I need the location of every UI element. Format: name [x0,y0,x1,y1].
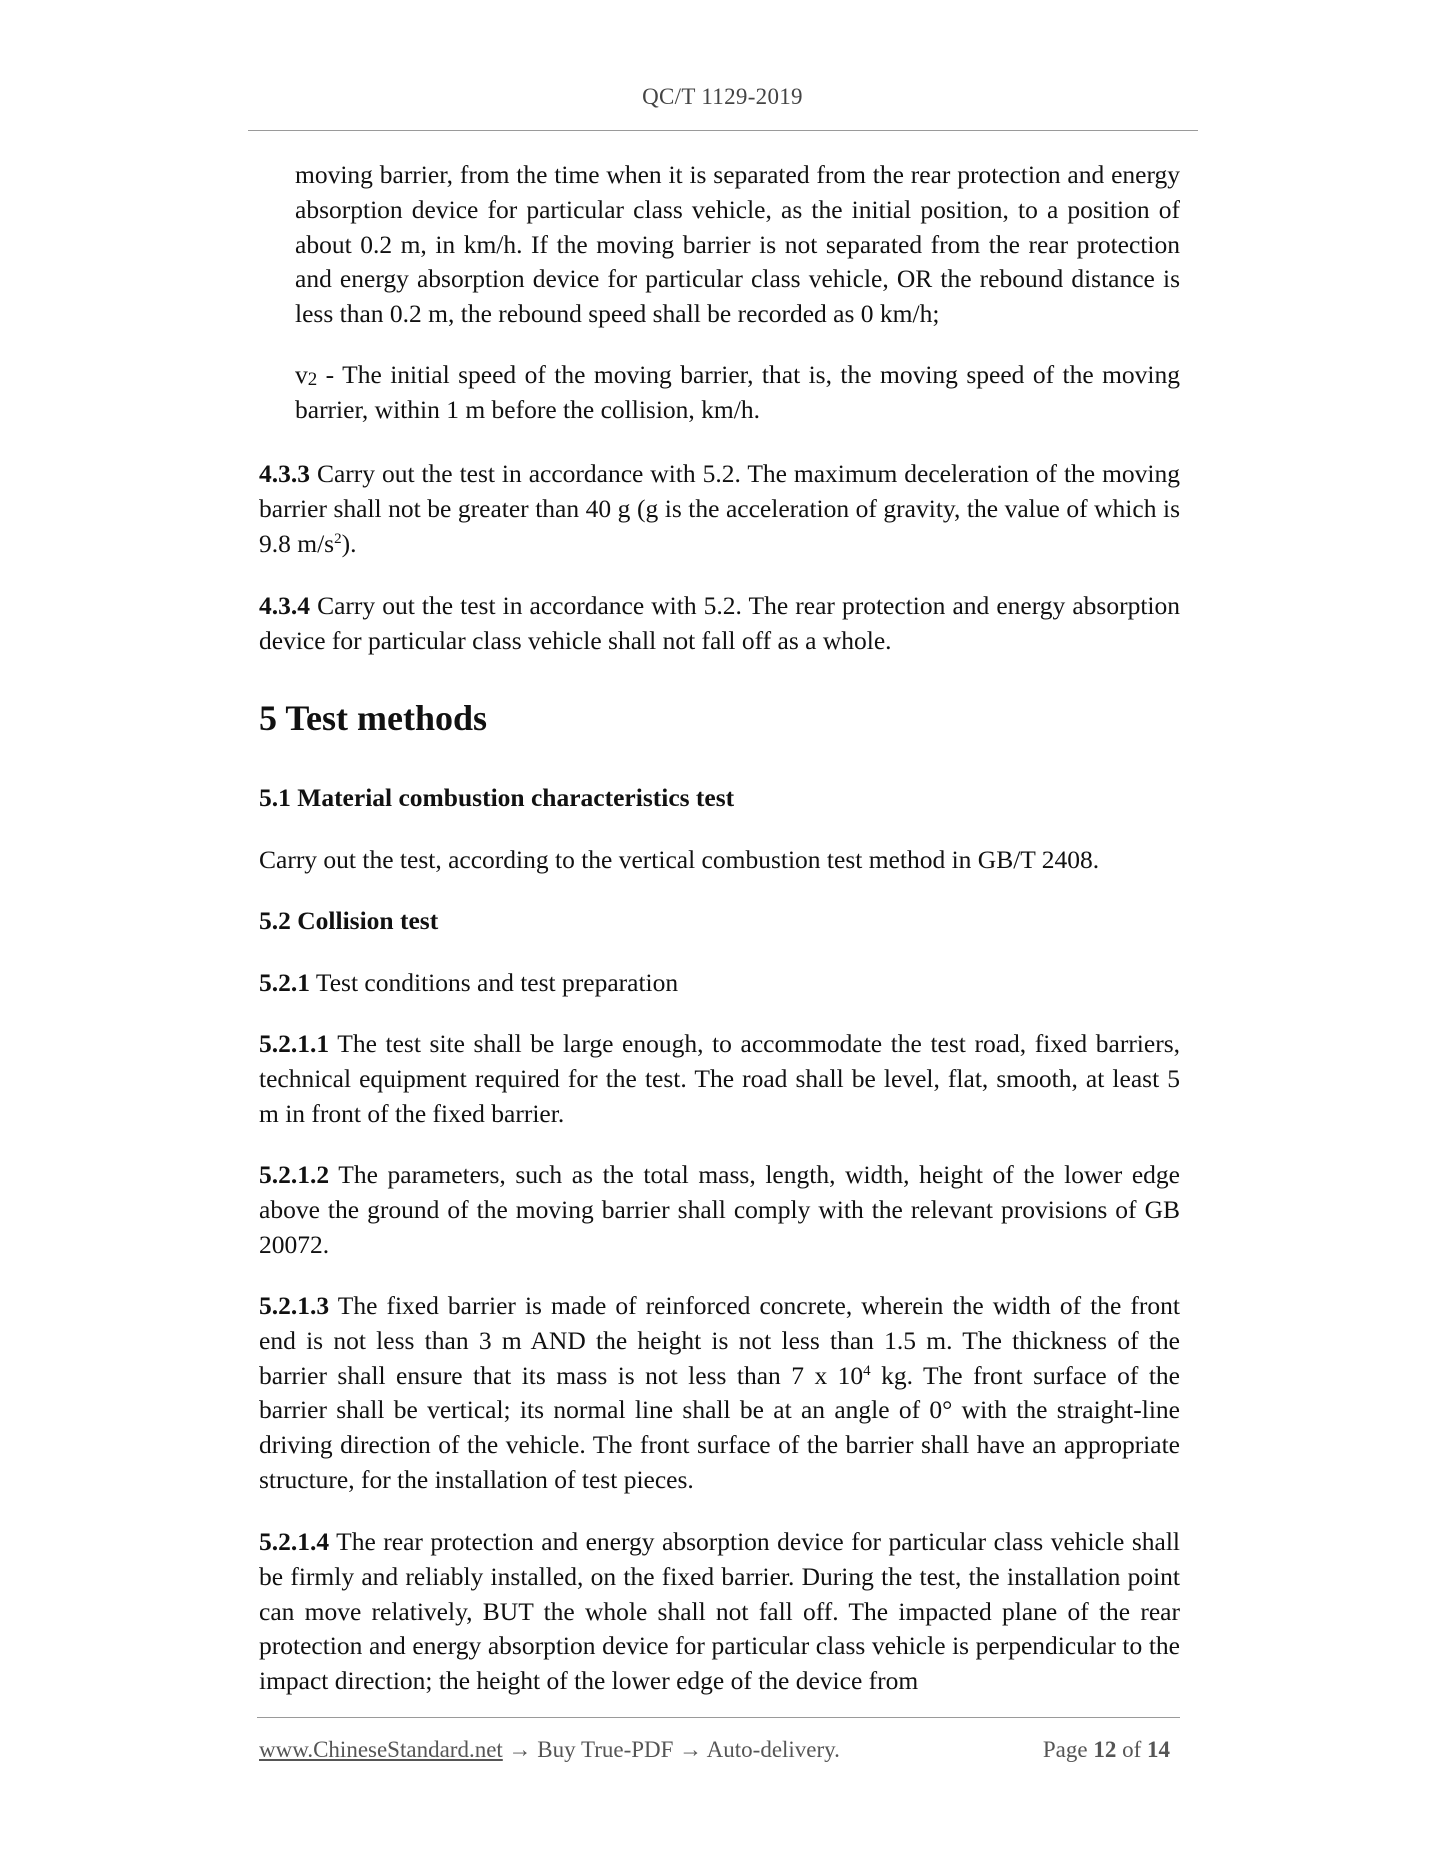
subsection-heading-5-1: 5.1 Material combustion characteristics test [259,783,735,812]
variable-definition-text: - The initial speed of the moving barrier, that is, the moving speed of the moving barrier, within 1 m before the collision, km/h. [295,360,1180,424]
clause-5-2-1-2 [259,1158,1180,1262]
clause-text: The fixed barrier is made of reinforced concrete, wherein the width of the front end is not less than 3 m AND the height is not less than 1.5 m. The thickness of the barrier shall ensure that its mass is not less than 7 x 10 [259,1291,1180,1390]
footer-rule [257,1717,1180,1718]
clause-number: 4.3.3 [259,459,310,488]
superscript: 4 [863,1362,871,1379]
clause-4-3-4 [259,589,1180,659]
clause-text-end: ). [341,528,357,558]
header-rule [248,130,1198,131]
continuation-paragraph: moving barrier, from the time when it is separated from the rear protection and energy absorption device for particular class vehicle, as the initial position, to a position of about 0.2 m, in km/h. If the moving barrier is not separated from the rear protection and energy absorption device for particular class vehicle, OR the rebound distance is less than 0.2 m, the rebound speed shall be recorded as 0 km/h; [295,160,1180,329]
of-label: of [1122,1737,1142,1762]
paragraph-5-1: Carry out the test, according to the vertical combustion test method in GB/T 2408. [259,845,1100,874]
clause-number: 5.2.1.4 [259,1527,330,1556]
clause-number: 5.2.1.2 [259,1160,330,1189]
clause-5-2-1 [259,966,1180,1001]
clause-text: The rear protection and energy absorption device for particular class vehicle shall be firmly and reliably installed, on the fixed barrier. During the test, the installation point can move relatively, BUT the whole shall not fall off. The impacted plane of the rear protection and energy absorption device for particular class vehicle is perpendicular to the impact direction; the height of the lower edge of the device from [259,1527,1180,1696]
superscript: 2 [334,530,342,547]
clause-text: Carry out the test in accordance with 5.2. The maximum deceleration of the moving barrier shall not be greater than 40 g (g is the acceleration of gravity, the value of which is 9.8 m/s [259,459,1180,558]
clause-number: 5.2.1.3 [259,1291,330,1320]
clause-text: The test site shall be large enough, to accommodate the test road, fixed barriers, technical equipment required for the test. The road shall be level, flat, smooth, at least 5 m in front of the fixed barrier. [259,1029,1180,1128]
page-total: 14 [1147,1737,1170,1762]
clause-number: 5.2.1.1 [259,1029,330,1058]
clause-text: Test conditions and test preparation [310,968,679,997]
page-number: 12 [1093,1737,1117,1762]
page-header: QC/T 1129-2019 [642,84,803,109]
clause-text: Carry out the test in accordance with 5.2. The rear protection and energy absorption device for particular class vehicle shall not fall off as a whole. [259,591,1180,655]
clause-5-2-1-4 [259,1525,1180,1699]
variable-symbol: v [295,360,308,389]
variable-definition-v2 [295,358,1180,428]
clause-5-2-1-1 [259,1027,1180,1131]
clause-number: 4.3.4 [259,591,310,620]
page-label: Page [1042,1737,1088,1762]
page-counter [1043,1737,1170,1763]
section-heading-5: 5 Test methods [259,698,488,738]
clause-5-2-1-3 [259,1289,1180,1498]
page-footer [259,1737,1180,1763]
clause-4-3-3 [259,457,1180,561]
footer-tagline: → Buy True-PDF → Auto-delivery. [502,1737,840,1762]
variable-subscript: 2 [307,369,318,390]
clause-text-end: kg. The front surface of the barrier shall be vertical; its normal line shall be at an angle of 0° with the straight-line driving direction of the vehicle. The front surface of the barrier shall have an appropriate structure, for the installation of test pieces. [259,1360,1180,1494]
clause-number: 5.2.1 [259,968,310,997]
subsection-heading-5-2: 5.2 Collision test [259,906,439,935]
site-link[interactable]: www.ChineseStandard.net [259,1737,503,1762]
clause-text: The parameters, such as the total mass, length, width, height of the lower edge above the ground of the moving barrier shall comply with the relevant provisions of GB 20072. [259,1160,1180,1259]
